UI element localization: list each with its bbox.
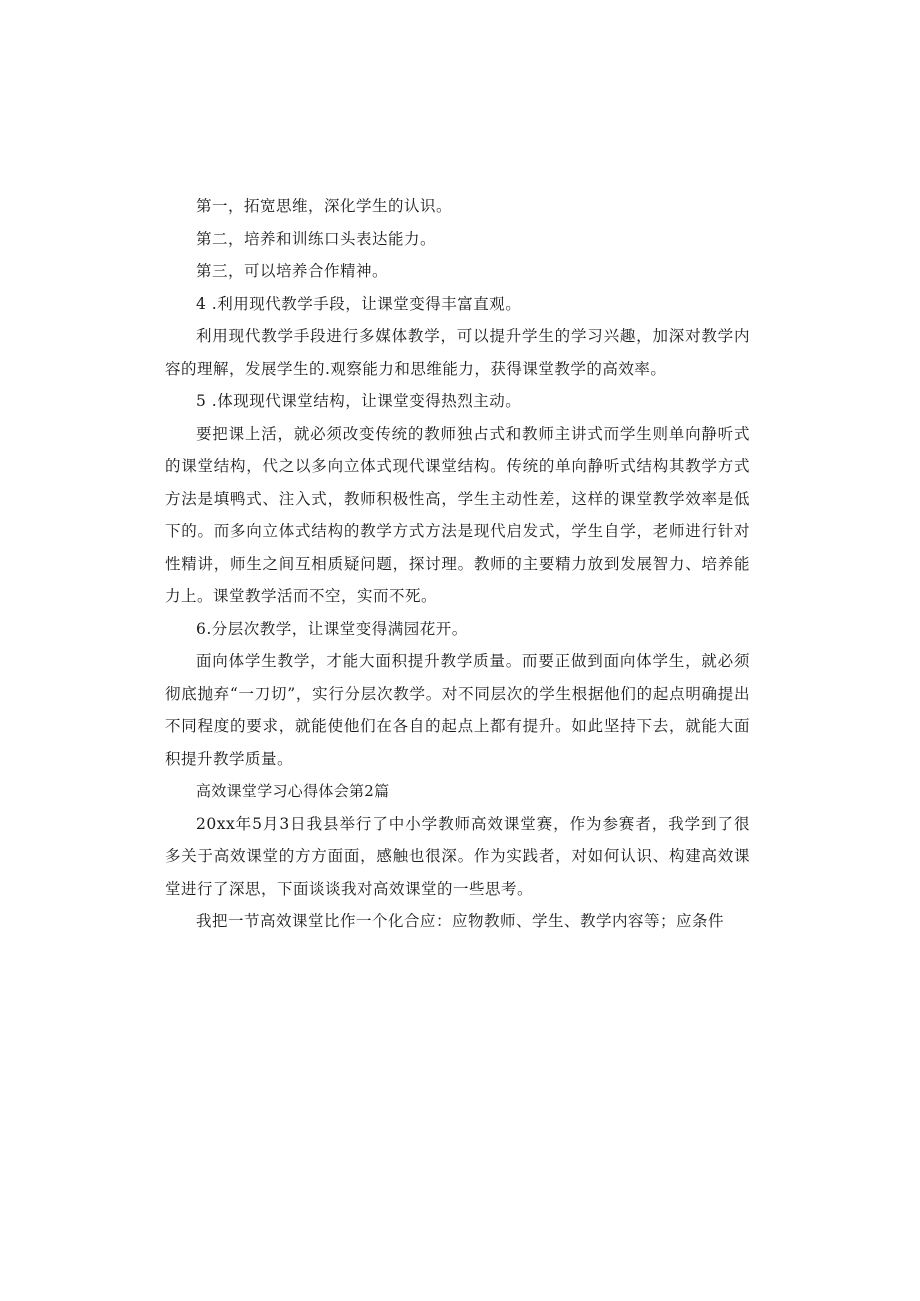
section-heading-6: 6.分层次教学，让课堂变得满园花开。 xyxy=(196,619,468,638)
paragraph-layered-teaching: 面向体学生教学，才能大面积提升教学质量。而要正做到面向体学生，就必须彻底抛弃“一刀切”，实行分层次教学。对不同层次的学生根据他们的起点明确提出不同程度的要求，就能使他们在各自的起点上都有提升。如此坚持下去，就能大面积提升教学质量。 xyxy=(165,652,750,768)
paragraph-classroom-structure: 要把课上活，就必须改变传统的教师独占式和教师主讲式而学生则单向静听式的课堂结构，代之以多向立体式现代课堂结构。传统的单向静听式结构其教学方式方法是填鸭式、注入式，教师积极性高，学生主动性差，这样的课堂教学效率是低下的。而多向立体式结构的教学方式方法是现代启发式，学生自学，老师进行针对性精讲，师生之间互相质疑问题，探讨理。教师的主要精力放到发展智力、培养能力上。课堂教学活而不空，实而不死。 xyxy=(165,424,750,605)
document-page xyxy=(165,190,750,938)
paragraph-point-one: 第一，拓宽思维，深化学生的认识。 xyxy=(196,197,453,215)
paragraph-point-two: 第二，培养和训练口头表达能力。 xyxy=(196,229,437,248)
section-heading-4: 4 .利用现代教学手段，让课堂变得丰富直观。 xyxy=(196,294,522,313)
section-heading-5: 5 .体现现代课堂结构，让课堂变得热烈主动。 xyxy=(196,392,522,410)
paragraph-competition: 20xx年5月3日我县举行了中小学教师高效课堂赛，作为参赛者，我学到了很多关于高效课堂的方方面面，感触也很深。作为实践者，对如何认识、构建高效课堂进行了深思，下面谈谈我对高效课堂的一些思考。 xyxy=(165,814,750,898)
article-title-part-2: 高效课堂学习心得体会第2篇 xyxy=(196,782,390,800)
paragraph-multimedia: 利用现代教学手段进行多媒体教学，可以提升学生的学习兴趣，加深对教学内容的理解，发展学生的.观察能力和思维能力，获得课堂教学的高效率。 xyxy=(165,327,750,378)
paragraph-chemical-reaction: 我把一节高效课堂比作一个化合应：应物教师、学生、教学内容等；应条件 xyxy=(196,912,725,930)
paragraph-point-three: 第三，可以培养合作精神。 xyxy=(196,262,389,280)
